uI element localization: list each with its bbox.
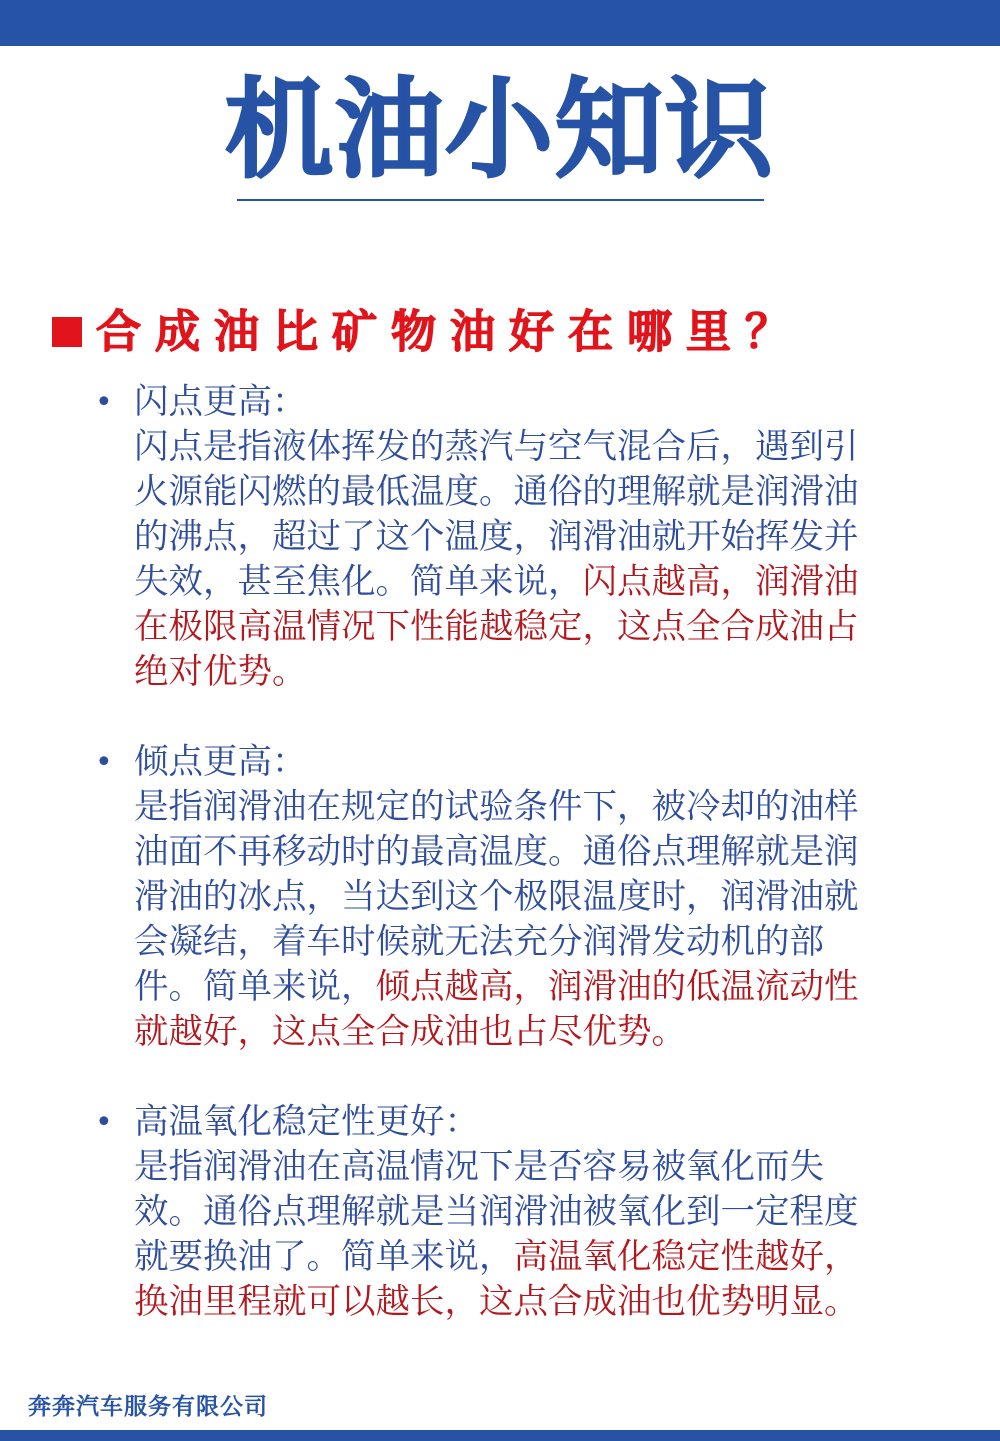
item-description-text: 是指润滑油在高温情况下是否容易被氧化而失效。通俗点理解就是当润滑油被氧化到一定程度就要换油了。简单来说， — [134, 1147, 859, 1277]
item-description-emphasis: 倾点越高，润滑油的低温流动性就越好，这点全合成油也占尽优势。 — [134, 967, 859, 1052]
list-item-oxidation-stability — [0, 1100, 878, 1325]
item-description — [134, 1145, 878, 1325]
section-heading — [52, 302, 972, 362]
square-bullet-icon — [52, 317, 82, 347]
section-heading-text: 合成油比矿物油好在哪里？ — [96, 305, 805, 358]
top-banner-bar — [0, 0, 1000, 46]
footer-company-name: 奔奔汽车服务有限公司 — [28, 1393, 268, 1420]
item-description-emphasis: 闪点越高，润滑油在极限高温情况下性能越稳定，这点全合成油占绝对优势。 — [134, 562, 859, 692]
item-title: 闪点更高： — [134, 382, 307, 422]
item-title: 高温氧化稳定性更好： — [134, 1102, 479, 1142]
title-divider — [237, 199, 764, 201]
bottom-banner-bar — [0, 1430, 1000, 1441]
page-title: 机油小知识 — [224, 67, 775, 193]
bullet-dot-icon: • — [95, 745, 113, 780]
item-description — [134, 425, 878, 695]
item-description-text: 闪点是指液体挥发的蒸汽与空气混合后，遇到引火源能闪燃的最低温度。通俗的理解就是润滑油的沸点，超过了这个温度，润滑油就开始挥发并失效，甚至焦化。简单来说， — [134, 427, 859, 602]
knowledge-list — [0, 380, 1000, 1370]
list-item-flash-point — [0, 380, 878, 695]
list-item-pour-point — [0, 740, 878, 1055]
item-description-text: 是指润滑油在规定的试验条件下，被冷却的油样油面不再移动时的最高温度。通俗点理解就是润滑油的冰点，当达到这个极限温度时，润滑油就会凝结，着车时候就无法充分润滑发动机的部件。简单来说， — [134, 787, 859, 1007]
item-description — [134, 785, 878, 1055]
item-title: 倾点更高： — [134, 742, 307, 782]
bullet-dot-icon: • — [95, 385, 113, 420]
item-description-emphasis: 高温氧化稳定性越好，换油里程就可以越长，这点合成油也优势明显。 — [134, 1237, 859, 1322]
bullet-dot-icon: • — [95, 1105, 113, 1140]
